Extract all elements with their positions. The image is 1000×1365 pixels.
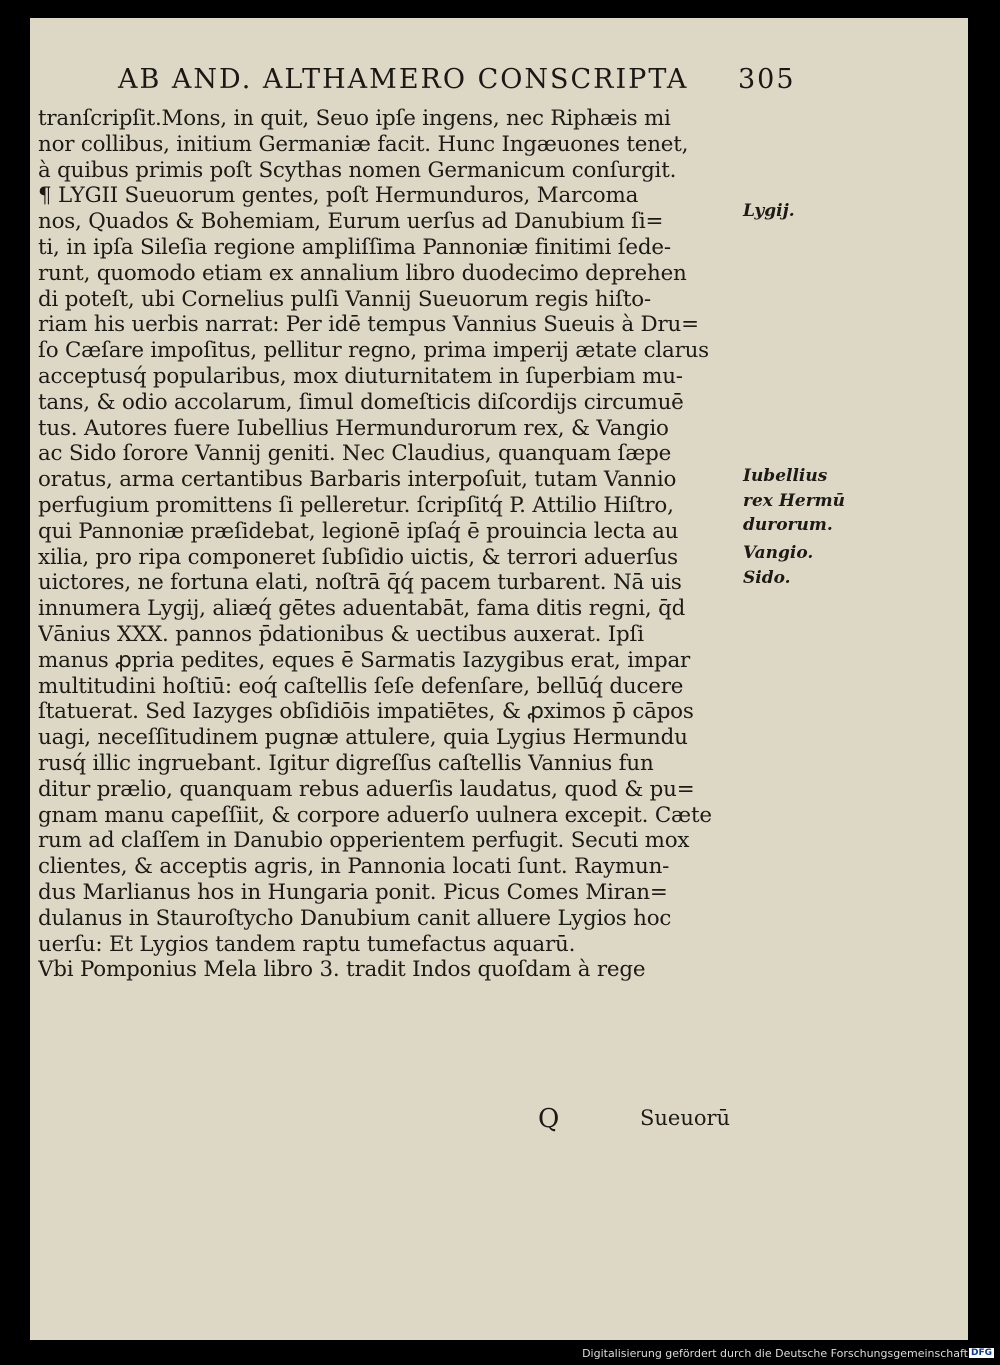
text-line: nos, Quados & Bohemiam, Eurum uerſus ad Danubium ſi=: [38, 209, 664, 235]
catchword: Sueuorū: [640, 1106, 731, 1130]
text-line: perfugium promittens ſi pelleretur. ſcripſitq́ P. Attilio Hiſtro,: [38, 492, 674, 518]
text-line: uerſu: Et Lygios tandem raptu tumefactus aquarū.: [38, 931, 576, 957]
text-line: di poteſt, ubi Cornelius pulſi Vannij Sueuorum regis hiſto-: [38, 286, 651, 312]
footer-bar: [0, 1343, 1000, 1365]
text-line: ſo Cæſare impoſitus, pellitur regno, prima imperij ætate clarus: [38, 338, 709, 364]
text-line: ſtatuerat. Sed Iazyges obſidiōis impatiētes, & ꝓximos p̄ cāpos: [38, 699, 694, 725]
running-title: AB AND. ALTHAMERO CONSCRIPTA: [118, 64, 689, 95]
text-line: clientes, & acceptis agris, in Pannonia locati ſunt. Raymun-: [38, 854, 670, 880]
marginal-note-iubellius: Iubellius: [743, 466, 828, 486]
text-line: acceptusq́ popularibus, mox diuturnitatem in ſuperbiam mu-: [38, 363, 683, 389]
text-line: uictores, ne fortuna elati, noſtrā q̄q́ pacem turbarent. Nā uis: [38, 570, 682, 596]
text-line: rusq́ illic ingruebant. Igitur digreſſus caſtellis Vannius fun: [38, 750, 654, 776]
text-line: xilia, pro ripa componeret ſubſidio uictis, & terrori aduerſus: [38, 544, 678, 570]
text-line: ac Sido ſorore Vannij geniti. Nec Claudius, quanquam ſæpe: [38, 441, 672, 467]
text-line: gnam manu capeſſiit, & corpore aduerſo uulnera excepit. Cæte: [38, 802, 712, 828]
marginal-note-sido: Sido.: [743, 568, 791, 588]
page-number: 305: [738, 64, 796, 95]
text-line: dulanus in Stauroſtycho Danubium canit alluere Lygios hoc: [38, 905, 672, 931]
text-line: Vānius XXX. pannos p̄dationibus & uectibus auxerat. Ipſi: [38, 621, 644, 647]
text-line: qui Pannoniæ præſidebat, legionē ipſaq́ ē prouincia lecta au: [38, 518, 679, 544]
text-line: riam his uerbis narrat: Per idē tempus Vannius Sueuis à Dru=: [38, 312, 699, 338]
marginal-note-lygij: Lygij.: [743, 201, 795, 221]
signature-mark: Q: [538, 1104, 560, 1134]
dfg-logo: DFG: [970, 1348, 992, 1358]
running-header: [118, 64, 818, 100]
marginal-note-rex: rex Hermū: [743, 491, 846, 511]
text-line: dus Marlianus hos in Hungaria ponit. Picus Comes Miran=: [38, 879, 668, 905]
marginal-note-durorum: durorum.: [743, 515, 833, 535]
text-line: runt, quomodo etiam ex annalium libro duodecimo deprehen: [38, 260, 687, 286]
marginal-note-vangio: Vangio.: [743, 543, 814, 563]
footer-credit: Digitalisierung gefördert durch die Deutsche Forschungsgemeinschaft: [582, 1347, 968, 1360]
text-line: à quibus primis poſt Scythas nomen Germanicum conſurgit.: [38, 157, 677, 183]
text-line: manus ꝓpria pedites, eques ē Sarmatis Iazygibus erat, impar: [38, 647, 691, 673]
text-line: uagi, neceſſitudinem pugnæ attulere, quia Lygius Hermundu: [38, 725, 688, 751]
text-line: rum ad claſſem in Danubio opperientem perfugit. Secuti mox: [38, 828, 690, 854]
text-line: oratus, arma certantibus Barbaris interpoſuit, tutam Vannio: [38, 467, 677, 493]
text-line: nor collibus, initium Germaniæ facit. Hunc Ingæuones tenet,: [38, 131, 689, 157]
text-line: tranſcripſit.Mons, in quit, Seuo ipſe ingens, nec Riphæis mi: [38, 106, 671, 131]
text-line: tus. Autores fuere Iubellius Hermundurorum rex, & Vangio: [38, 415, 669, 441]
text-line: ti, in ipſa Sileſia regione ampliſſima Pannoniæ finitimi ſede-: [38, 234, 671, 260]
text-line: multitudini hoſtiū: eoq́ caſtellis ſeſe defenſare, bellūq́ ducere: [38, 673, 684, 699]
text-line: Vbi Pomponius Mela libro 3. tradit Indos quoſdam à rege: [38, 957, 646, 983]
text-line: ditur prælio, quanquam rebus aduerſis laudatus, quod & pu=: [38, 776, 695, 802]
book-page: [30, 18, 968, 1340]
text-line: ¶ LYGII Sueuorum gentes, poſt Hermunduros, Marcoma: [38, 183, 639, 209]
text-line: tans, & odio accolarum, ſimul domeſticis diſcordijs circumuē: [38, 389, 684, 415]
body-text: [38, 106, 758, 983]
text-line: innumera Lygij, aliæq́ gētes aduentabāt, fama ditis regni, q̄d: [38, 596, 686, 622]
